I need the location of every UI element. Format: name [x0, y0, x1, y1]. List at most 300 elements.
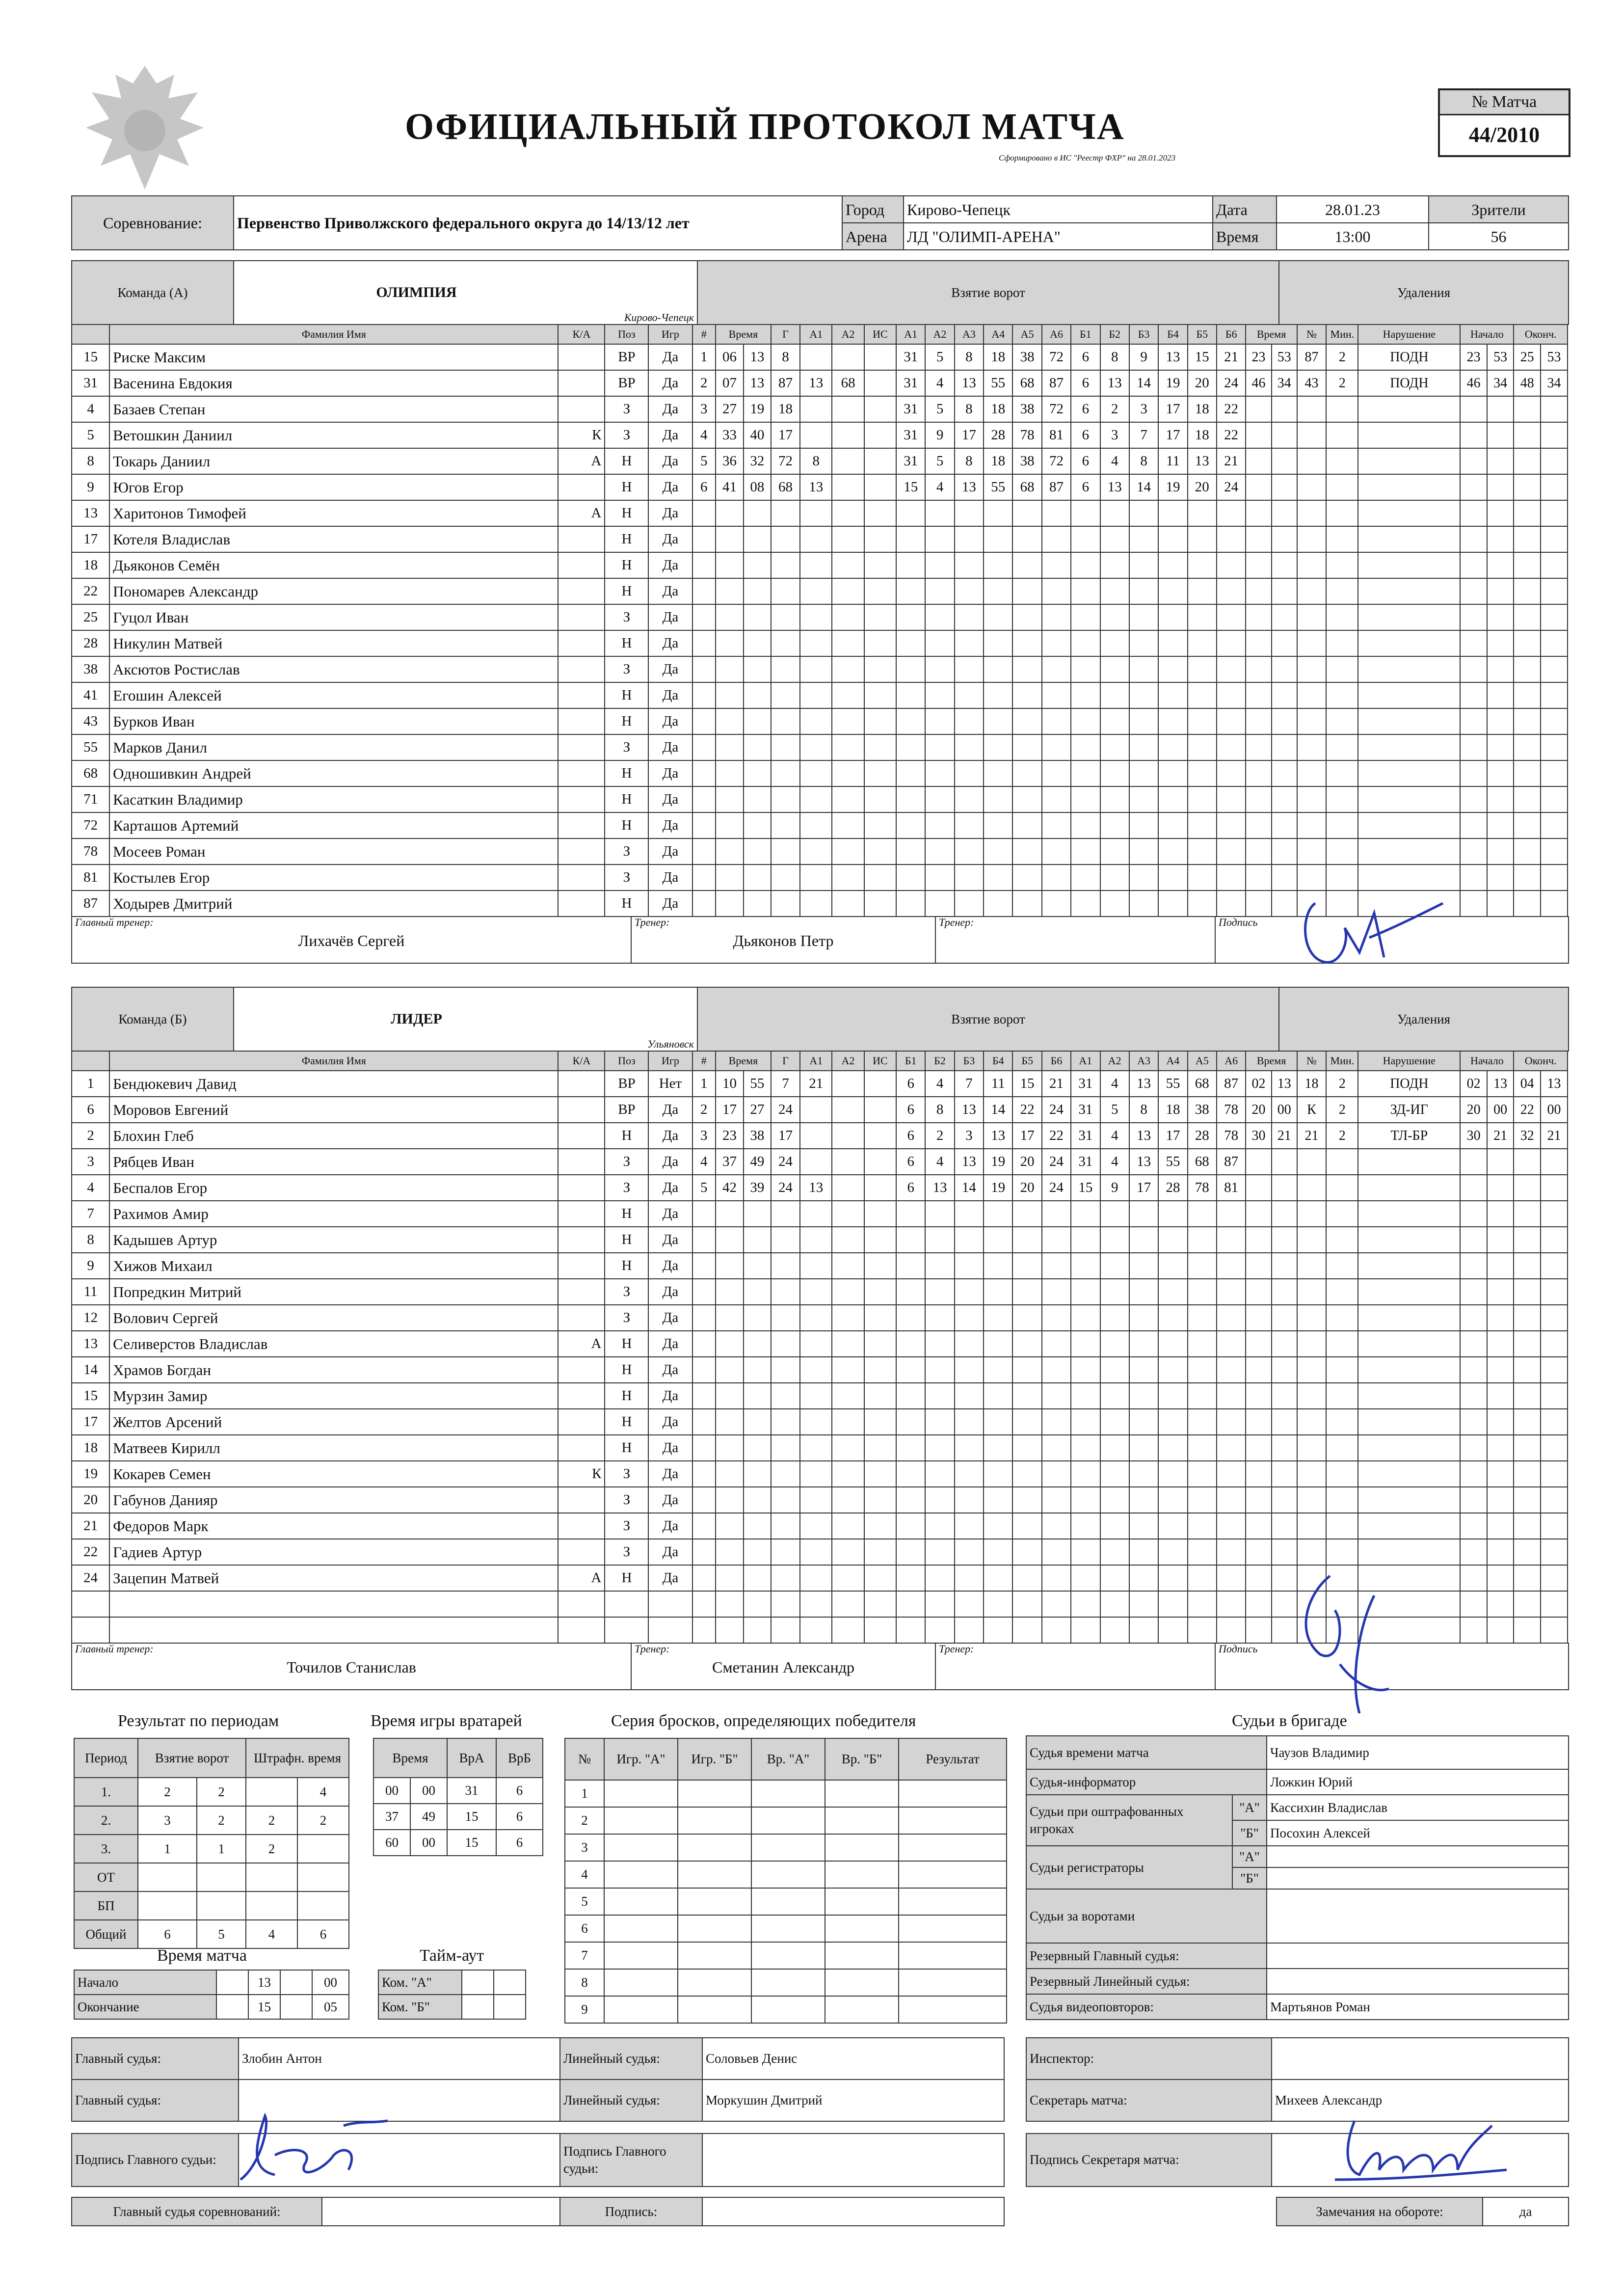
player-role [558, 1435, 605, 1461]
city-label: Город [842, 196, 904, 223]
onice-cell [1012, 1357, 1041, 1383]
head-ref-signatures [71, 2133, 1005, 2187]
penalty-cell [1487, 422, 1514, 448]
onice-cell [984, 656, 1012, 682]
onice-cell [925, 1461, 954, 1487]
goal-cell [744, 1565, 771, 1591]
penalty-cell [1272, 1409, 1297, 1435]
onice-cell [955, 1487, 984, 1513]
onice-cell [1012, 786, 1041, 812]
onice-cell [1071, 760, 1100, 786]
start-hh: 13 [248, 1970, 280, 1995]
player-position: Н [605, 500, 648, 526]
onice-cell: 24 [1217, 370, 1246, 396]
player-played: Да [648, 552, 692, 578]
onice-cell: 8 [1129, 1097, 1158, 1123]
player-played [648, 1591, 692, 1617]
onice-cell [1158, 1461, 1187, 1487]
goal-cell [832, 1305, 864, 1331]
onice-cell [1100, 1331, 1129, 1357]
goal-cell [744, 812, 771, 838]
onice-cell [1071, 708, 1100, 734]
goal-cell [692, 604, 716, 630]
onice-cell [1217, 1227, 1246, 1253]
goal-cell [771, 1461, 800, 1487]
player-played: Да [648, 500, 692, 526]
period-cell: 3. [74, 1835, 138, 1863]
onice-cell: 9 [925, 422, 954, 448]
onice-cell [1100, 1565, 1129, 1591]
onice-cell [1100, 578, 1129, 604]
onice-cell [925, 604, 954, 630]
player-played: Да [648, 786, 692, 812]
penalty-cell: 21 [1272, 1123, 1297, 1149]
informer: Ложкин Юрий [1267, 1769, 1569, 1795]
goal-cell [716, 1513, 744, 1539]
col-pos-header: Поз [605, 324, 648, 344]
penalty-cell: 32 [1514, 1123, 1541, 1149]
goal-cell [716, 500, 744, 526]
penalty-cell [1297, 500, 1326, 526]
penalty-cell [1246, 1383, 1271, 1409]
onice-cell [984, 760, 1012, 786]
onice-cell [984, 682, 1012, 708]
goal-cell: 2 [692, 1097, 716, 1123]
penalty-cell [1326, 656, 1358, 682]
shootout-cell [678, 1780, 751, 1807]
onice-cell: 24 [1217, 474, 1246, 500]
onice-cell [1012, 1435, 1041, 1461]
goal-cell [744, 1591, 771, 1617]
penalty-cell [1326, 1279, 1358, 1305]
onice-cell [1217, 1513, 1246, 1539]
onice-cell [1217, 1331, 1246, 1357]
penalty-cell [1358, 1461, 1460, 1487]
shootout-cell [678, 1996, 751, 2023]
player-position: Н [605, 552, 648, 578]
player-number: 20 [72, 1487, 109, 1513]
onice-cell [1100, 1617, 1129, 1643]
goal-cell [771, 1305, 800, 1331]
player-number: 78 [72, 838, 109, 864]
shootout-cell [604, 1807, 678, 1834]
player-row [72, 344, 1568, 370]
goal-cell [771, 578, 800, 604]
player-position: Н [605, 578, 648, 604]
penalty-cell [1272, 422, 1297, 448]
penalty-cell [1487, 474, 1514, 500]
player-position: Н [605, 760, 648, 786]
col-onice-b1-header: А1 [1071, 1051, 1100, 1071]
penalty-cell [1514, 500, 1541, 526]
player-name: Касаткин Владимир [109, 786, 558, 812]
col-played-header: Игр [648, 1051, 692, 1071]
penalty-cell [1460, 500, 1487, 526]
penalty-cell: 30 [1246, 1123, 1271, 1149]
goal-cell [864, 1201, 896, 1227]
penalty-cell [1541, 891, 1568, 917]
shootout-cell [825, 1996, 899, 2023]
penalty-cell [1272, 630, 1297, 656]
onice-cell: 14 [984, 1097, 1012, 1123]
onice-cell [984, 891, 1012, 917]
penalty-cell [1487, 864, 1514, 891]
onice-cell: 31 [1071, 1071, 1100, 1097]
player-position: ВР [605, 1071, 648, 1097]
goal-cell [864, 344, 896, 370]
onice-cell [1042, 1305, 1071, 1331]
goal-cell [744, 1305, 771, 1331]
shootout-cell [751, 1807, 825, 1834]
onice-cell [955, 578, 984, 604]
player-number: 72 [72, 812, 109, 838]
onice-cell [925, 734, 954, 760]
player-row [72, 370, 1568, 396]
col-onice-a3-header: А3 [955, 324, 984, 344]
onice-cell: 68 [1188, 1149, 1217, 1175]
onice-cell [1188, 1227, 1217, 1253]
head-ref-label-1: Главный судья: [72, 2038, 239, 2080]
onice-cell: 31 [896, 344, 925, 370]
goal-cell [771, 760, 800, 786]
onice-cell: 17 [1012, 1123, 1041, 1149]
onice-cell: 6 [896, 1175, 925, 1201]
penalty-cell [1272, 1435, 1297, 1461]
onice-cell [896, 1409, 925, 1435]
player-played: Да [648, 578, 692, 604]
onice-cell [1100, 1279, 1129, 1305]
match-time-table [74, 1970, 349, 2020]
player-position: Н [605, 682, 648, 708]
goal-cell [800, 760, 832, 786]
penalty-cell [1514, 864, 1541, 891]
onice-cell [984, 1201, 1012, 1227]
penalty-cell [1246, 630, 1271, 656]
penalty-cell [1487, 1565, 1514, 1591]
penalty-cell [1246, 578, 1271, 604]
onice-cell [1188, 1331, 1217, 1357]
goal-cell [692, 1409, 716, 1435]
onice-cell [1158, 891, 1187, 917]
onice-cell [1042, 1383, 1071, 1409]
player-number [72, 1591, 109, 1617]
goal-cell [800, 1357, 832, 1383]
goal-cell [832, 656, 864, 682]
onice-cell: 81 [1217, 1175, 1246, 1201]
onice-cell: 87 [1217, 1149, 1246, 1175]
shootout-row [565, 1834, 1007, 1861]
onice-cell [925, 1409, 954, 1435]
onice-cell [984, 500, 1012, 526]
col-onice-b1-header: Б1 [1071, 324, 1100, 344]
onice-cell [955, 630, 984, 656]
penalty-cell: 46 [1460, 370, 1487, 396]
player-number: 18 [72, 552, 109, 578]
period-cell: 6 [138, 1920, 197, 1948]
onice-cell [955, 1305, 984, 1331]
onice-cell [925, 1331, 954, 1357]
penalty-cell [1460, 1253, 1487, 1279]
onice-cell [1071, 1565, 1100, 1591]
onice-cell [1217, 786, 1246, 812]
onice-cell [955, 1357, 984, 1383]
onice-cell [984, 1409, 1012, 1435]
onice-cell [1188, 1513, 1217, 1539]
penalty-judges-label: Судьи при оштрафованных игроках [1026, 1795, 1232, 1846]
goal-cell [832, 604, 864, 630]
timeout-table [378, 1970, 526, 2020]
goalie-cell: 00 [410, 1830, 447, 1856]
onice-cell [1129, 1201, 1158, 1227]
goal-cell: 8 [771, 344, 800, 370]
onice-cell [896, 1617, 925, 1643]
onice-cell: 20 [1012, 1175, 1041, 1201]
goal-cell [800, 396, 832, 422]
penalty-cell [1514, 1357, 1541, 1383]
goal-cell [692, 682, 716, 708]
penalty-cell [1297, 734, 1326, 760]
penalty-cell [1246, 1461, 1271, 1487]
goal-cell: 19 [744, 396, 771, 422]
player-name: Югов Егор [109, 474, 558, 500]
goal-cell [864, 1279, 896, 1305]
penalty-cell [1246, 838, 1271, 864]
penalty-cell [1272, 812, 1297, 838]
player-played: Да [648, 1565, 692, 1591]
penalty-cell [1246, 760, 1271, 786]
goal-cell [771, 812, 800, 838]
onice-cell [984, 786, 1012, 812]
penalty-cell [1514, 1305, 1541, 1331]
player-position: З [605, 604, 648, 630]
player-role [558, 1617, 605, 1643]
penalty-cell [1358, 1305, 1460, 1331]
onice-cell: 31 [1071, 1097, 1100, 1123]
onice-cell [984, 1279, 1012, 1305]
onice-cell [1071, 1487, 1100, 1513]
goal-cell [692, 786, 716, 812]
penalty-cell [1326, 1435, 1358, 1461]
onice-cell [1158, 708, 1187, 734]
penalty-cell [1246, 656, 1271, 682]
periods-h-pim: Штрафн. время [246, 1738, 349, 1778]
shootout-cell [751, 1942, 825, 1969]
onice-cell [925, 1305, 954, 1331]
penalty-cell [1541, 1383, 1568, 1409]
goalies-title: Время игры вратарей [371, 1712, 522, 1730]
shootout-cell [825, 1780, 899, 1807]
goal-cell: 21 [800, 1071, 832, 1097]
onice-cell [1129, 1279, 1158, 1305]
player-number: 12 [72, 1305, 109, 1331]
player-number: 4 [72, 1175, 109, 1201]
secretary-label: Секретарь матча: [1026, 2080, 1272, 2121]
goal-cell [832, 578, 864, 604]
goal-cell [864, 812, 896, 838]
penalty-cell [1487, 396, 1514, 422]
onice-cell: 17 [955, 422, 984, 448]
competition-name: Первенство Приволжского федерального округа до 14/13/12 лет [234, 196, 842, 250]
onice-cell [1188, 1539, 1217, 1565]
player-played: Да [648, 838, 692, 864]
shootout-cell [899, 1996, 1007, 2023]
coach1-label: Тренер: [635, 917, 670, 928]
onice-cell [1217, 1253, 1246, 1279]
penalty-cell [1297, 1175, 1326, 1201]
col-onice-b3-header: А3 [1129, 1051, 1158, 1071]
onice-cell [955, 1409, 984, 1435]
match-number: 44/2010 [1468, 123, 1540, 147]
onice-cell: 17 [1129, 1175, 1158, 1201]
goal-cell [800, 500, 832, 526]
player-position: Н [605, 1383, 648, 1409]
period-cell: Общий [74, 1920, 138, 1948]
player-role [558, 344, 605, 370]
penalty-cell [1514, 656, 1541, 682]
goal-cell [716, 891, 744, 917]
generated-note: Сформировано в ИС "Реестр ФХР" на 28.01.2023 [999, 153, 1176, 162]
goal-cell [744, 1461, 771, 1487]
player-position: З [605, 422, 648, 448]
penalty-cell [1246, 1253, 1271, 1279]
player-row [72, 708, 1568, 734]
player-role [558, 370, 605, 396]
player-played: Да [648, 1175, 692, 1201]
player-name: Матвеев Кирилл [109, 1435, 558, 1461]
onice-cell [1158, 838, 1187, 864]
goal-cell [692, 630, 716, 656]
penalty-cell [1272, 838, 1297, 864]
onice-cell [1158, 1539, 1187, 1565]
player-number: 19 [72, 1461, 109, 1487]
onice-cell: 8 [955, 448, 984, 474]
onice-cell [896, 682, 925, 708]
player-role [558, 474, 605, 500]
goal-cell [864, 1539, 896, 1565]
penalty-cell [1487, 812, 1514, 838]
penalty-cell [1358, 656, 1460, 682]
penalty-cell [1541, 1253, 1568, 1279]
onice-cell [1129, 1331, 1158, 1357]
onice-cell: 7 [955, 1071, 984, 1097]
onice-cell [1158, 1513, 1187, 1539]
onice-cell [1129, 1487, 1158, 1513]
onice-cell [1012, 1383, 1041, 1409]
penalty-cell: 21 [1297, 1123, 1326, 1149]
col-goal-time-header: Время [716, 1051, 771, 1071]
onice-cell [925, 760, 954, 786]
period-row [74, 1835, 349, 1863]
goal-cell [716, 1383, 744, 1409]
penalty-cell [1326, 786, 1358, 812]
team-team_a-city: Кирово-Чепецк [624, 311, 694, 324]
col-onice-a5-header: А5 [1012, 324, 1041, 344]
onice-cell [955, 891, 984, 917]
onice-cell [1217, 760, 1246, 786]
onice-cell: 24 [1042, 1149, 1071, 1175]
head-coach-cell [72, 1643, 631, 1690]
player-name: Мосеев Роман [109, 838, 558, 864]
col-pen-end-header: Оконч. [1514, 324, 1568, 344]
onice-cell [1129, 1409, 1158, 1435]
onice-cell [925, 656, 954, 682]
onice-cell: 13 [1158, 344, 1187, 370]
onice-cell [896, 1487, 925, 1513]
onice-cell [1071, 1513, 1100, 1539]
penalty-cell [1460, 1539, 1487, 1565]
penalty-cell [1460, 760, 1487, 786]
onice-cell: 19 [1158, 474, 1187, 500]
penalty-cell: 22 [1514, 1097, 1541, 1123]
player-name: Базаев Степан [109, 396, 558, 422]
penalty-cell [1326, 838, 1358, 864]
onice-cell [1188, 1253, 1217, 1279]
penalty-cell [1358, 1201, 1460, 1227]
player-played: Да [648, 1097, 692, 1123]
penalty-cell [1487, 604, 1514, 630]
penalty-cell [1514, 578, 1541, 604]
goal-cell [692, 812, 716, 838]
onice-cell [1071, 838, 1100, 864]
player-position: Н [605, 1409, 648, 1435]
col-p_num-header: № [1297, 1051, 1326, 1071]
goal-cell [744, 1331, 771, 1357]
penalty-cell [1541, 604, 1568, 630]
col-onice-b5-header: А5 [1188, 1051, 1217, 1071]
onice-cell [1188, 1201, 1217, 1227]
onice-cell [1217, 1617, 1246, 1643]
player-number: 55 [72, 734, 109, 760]
onice-cell [1158, 734, 1187, 760]
onice-cell [896, 500, 925, 526]
player-position: З [605, 1513, 648, 1539]
penalty-cell: 23 [1460, 344, 1487, 370]
col-played-header: Игр [648, 324, 692, 344]
player-row [72, 630, 1568, 656]
col-name-header: Фамилия Имя [109, 1051, 558, 1071]
player-row [72, 1409, 1568, 1435]
onice-cell [1012, 1279, 1041, 1305]
player-row [72, 1227, 1568, 1253]
onice-cell [1012, 891, 1041, 917]
penalty-cell [1326, 1227, 1358, 1253]
team-team_b-label: Команда (Б) [72, 987, 234, 1051]
onice-cell [1188, 1409, 1217, 1435]
onice-cell: 15 [1012, 1071, 1041, 1097]
shootout-cell [751, 1834, 825, 1861]
penalty-cell [1246, 812, 1271, 838]
onice-cell [1042, 604, 1071, 630]
penalty-cell [1246, 682, 1271, 708]
goal-cell [800, 1279, 832, 1305]
col-onice-a2-header: Б2 [925, 1051, 954, 1071]
goal-cell [864, 1591, 896, 1617]
onice-cell: 4 [1100, 1071, 1129, 1097]
player-name: Кадышев Артур [109, 1227, 558, 1253]
period-cell [138, 1863, 197, 1891]
goal-cell [744, 786, 771, 812]
video-label: Судья видеоповторов: [1026, 1994, 1267, 2020]
goal-cell [832, 864, 864, 891]
penalty-cell [1358, 422, 1460, 448]
signature-label: Подпись [1219, 1643, 1258, 1655]
goal-cell: 40 [744, 422, 771, 448]
penalty-cell [1487, 552, 1514, 578]
officials-title: Судьи в бригаде [1232, 1712, 1347, 1730]
penalty-cell [1272, 760, 1297, 786]
onice-cell [1188, 1279, 1217, 1305]
player-played: Да [648, 1487, 692, 1513]
